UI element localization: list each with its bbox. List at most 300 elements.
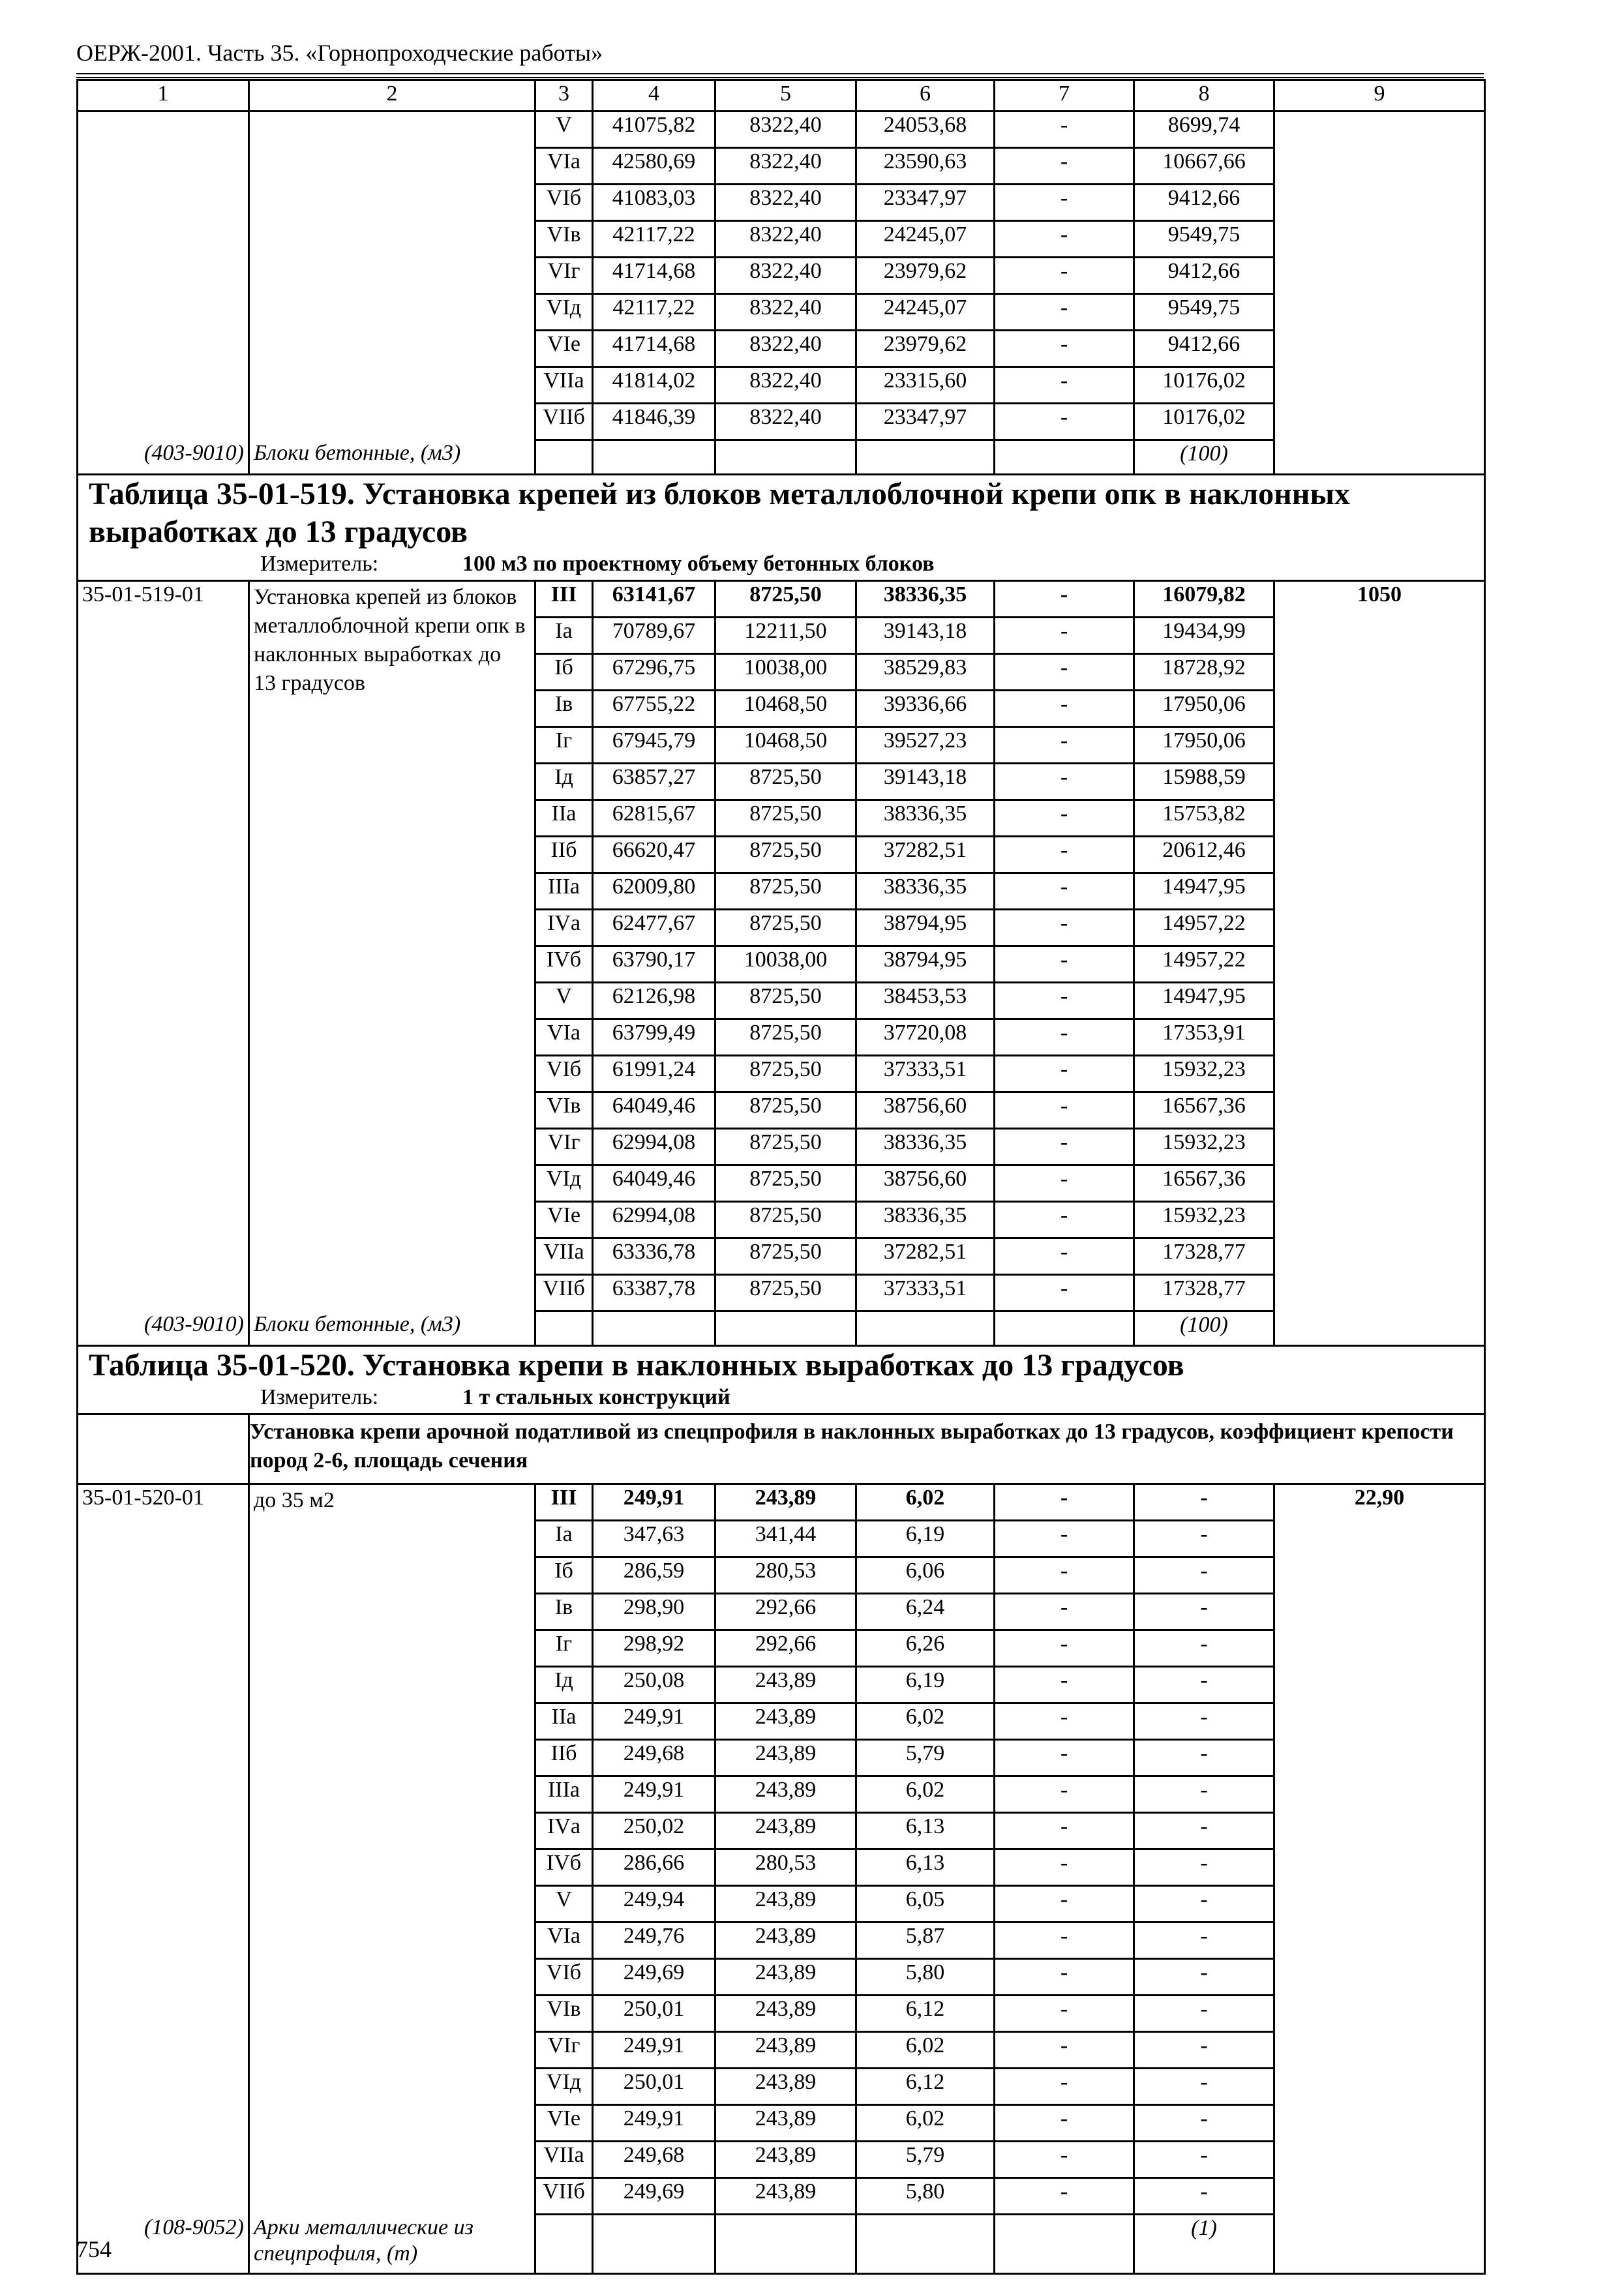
rate-code [78,1594,249,1630]
cell-col-8: 15988,59 [1134,764,1274,800]
cell-col-9 [1274,2105,1485,2142]
table-title-cell [78,475,1485,581]
cell-col-8: - [1134,1521,1274,1557]
cell-col-7: - [995,1667,1134,1703]
cell-col-8: - [1134,1667,1274,1703]
table-title-row [78,1346,1485,1414]
cell-col-5: 243,89 [715,1667,856,1703]
rate-description [249,1959,535,1996]
cell-col-8: 16567,36 [1134,1092,1274,1129]
cell-col-3: IIIа [535,1776,593,1813]
cell-col-9 [1274,1630,1485,1667]
cell-col-5: 243,89 [715,1886,856,1922]
cell-col-9 [1274,1886,1485,1922]
cell-col-6: 6,02 [856,1484,995,1521]
cell-col-9 [1274,294,1485,331]
cell-col-9 [1274,1092,1485,1129]
cell-col-7: - [995,1557,1134,1594]
cell-col-4: 249,94 [593,1886,715,1922]
cell-col-5: 292,66 [715,1594,856,1630]
cell-col-6: 23347,97 [856,185,995,221]
table-row [78,1092,1485,1129]
cell-col-9 [1274,727,1485,764]
column-header: 1 [78,80,249,112]
empty-cell [1274,2215,1485,2274]
cell-col-6: 37720,08 [856,1019,995,1056]
table-row [78,1275,1485,1311]
rate-description [249,2105,535,2142]
resource-row [78,440,1485,475]
cell-col-6: 39527,23 [856,727,995,764]
cell-col-7: - [995,2178,1134,2215]
cell-col-3: IVб [535,946,593,983]
rate-description [249,1092,535,1129]
rate-description [249,1129,535,1165]
cell-col-6: 5,80 [856,1959,995,1996]
cell-col-9 [1274,221,1485,258]
cell-col-3: Iб [535,1557,593,1594]
rate-description [249,1056,535,1092]
cell-col-9 [1274,691,1485,727]
cell-col-5: 8725,50 [715,581,856,618]
cell-col-9 [1274,654,1485,691]
cell-col-6: 6,02 [856,1776,995,1813]
cell-col-6: 6,19 [856,1667,995,1703]
rate-code [78,221,249,258]
rate-description [249,404,535,440]
table-row [78,294,1485,331]
cell-col-9 [1274,2069,1485,2105]
rate-description [249,1667,535,1703]
cell-col-9 [1274,1019,1485,1056]
cell-col-6: 6,24 [856,1594,995,1630]
cell-col-5: 8322,40 [715,185,856,221]
rate-description [249,294,535,331]
cell-col-5: 8322,40 [715,148,856,185]
rate-code [78,1630,249,1667]
cell-col-3: IIа [535,800,593,837]
resource-code: (403-9010) [78,440,249,475]
empty-cell [535,1311,593,1346]
cell-col-6: 38453,53 [856,983,995,1019]
rate-description [249,2032,535,2069]
cell-col-7: - [995,1594,1134,1630]
cell-col-8: 9412,66 [1134,331,1274,367]
table-row [78,581,1485,618]
table-row [78,1886,1485,1922]
cell-col-3: Iв [535,1594,593,1630]
rate-code [78,148,249,185]
cell-col-8: - [1134,1703,1274,1740]
cell-col-7: - [995,618,1134,654]
cell-col-6: 5,87 [856,1922,995,1959]
table-row [78,1740,1485,1776]
cell-col-8: 16567,36 [1134,1165,1274,1202]
cell-col-6: 6,12 [856,2069,995,2105]
cell-col-4: 249,68 [593,1740,715,1776]
cell-col-3: VIе [535,331,593,367]
rate-description [249,1776,535,1813]
cell-col-5: 8725,50 [715,800,856,837]
cell-col-3: VIд [535,2069,593,2105]
cell-col-9 [1274,1557,1485,1594]
cell-col-3: Iд [535,764,593,800]
cell-col-7: - [995,1238,1134,1275]
cell-col-5: 243,89 [715,1996,856,2032]
cell-col-9 [1274,112,1485,148]
cell-col-7: - [995,837,1134,873]
cell-col-8: - [1134,1922,1274,1959]
rate-description-text: до 35 м2 [254,1488,335,1512]
cell-col-4: 249,91 [593,1703,715,1740]
cell-col-4: 298,92 [593,1630,715,1667]
cell-col-5: 10038,00 [715,946,856,983]
cell-col-5: 243,89 [715,1776,856,1813]
cell-col-7: - [995,1959,1134,1996]
cell-col-4: 298,90 [593,1594,715,1630]
rate-description [249,1238,535,1275]
cell-col-7: - [995,367,1134,404]
column-header: 3 [535,80,593,112]
cell-col-3: Iа [535,1521,593,1557]
cell-col-7: - [995,727,1134,764]
rate-code [78,764,249,800]
cell-col-7: - [995,331,1134,367]
table-row [78,2105,1485,2142]
cell-col-6: 39143,18 [856,618,995,654]
table-row [78,983,1485,1019]
header-rule [76,73,1484,74]
table-row [78,331,1485,367]
rate-description [249,331,535,367]
cell-col-8: 15753,82 [1134,800,1274,837]
table-row [78,148,1485,185]
rate-description [249,873,535,910]
cell-col-5: 8322,40 [715,221,856,258]
rate-description [249,1886,535,1922]
cell-col-7: - [995,764,1134,800]
cell-col-8: 8699,74 [1134,112,1274,148]
column-header: 6 [856,80,995,112]
cell-col-4: 63387,78 [593,1275,715,1311]
cell-col-8: - [1134,2178,1274,2215]
rate-description [249,367,535,404]
table-row [78,1776,1485,1813]
cell-col-3: VIIа [535,2142,593,2178]
rate-description [249,1202,535,1238]
table-row [78,2142,1485,2178]
rate-description [249,800,535,837]
rate-code [78,1813,249,1849]
cell-col-6: 39336,66 [856,691,995,727]
cell-col-7: - [995,873,1134,910]
cell-col-7: - [995,946,1134,983]
cell-col-5: 8725,50 [715,1019,856,1056]
cell-col-6: 24245,07 [856,294,995,331]
cell-col-8: - [1134,1630,1274,1667]
rate-code [78,1202,249,1238]
table-row [78,112,1485,148]
subtitle-row [78,1414,1485,1484]
rate-description [249,1922,535,1959]
cell-col-8: 17328,77 [1134,1275,1274,1311]
table-row [78,1959,1485,1996]
cell-col-4: 70789,67 [593,618,715,654]
cell-col-5: 243,89 [715,2142,856,2178]
cell-col-4: 347,63 [593,1521,715,1557]
rate-code [78,1776,249,1813]
rate-description [249,1594,535,1630]
cell-col-3: V [535,1886,593,1922]
cell-col-6: 38794,95 [856,946,995,983]
resource-code: (403-9010) [78,1311,249,1346]
cell-col-5: 243,89 [715,1484,856,1521]
cell-col-4: 67296,75 [593,654,715,691]
cell-col-9 [1274,258,1485,294]
cell-col-7: - [995,1165,1134,1202]
resource-name: Блоки бетонные, (м3) [249,440,535,475]
table-row [78,910,1485,946]
rate-code [78,1703,249,1740]
empty-cell [78,1414,249,1484]
rate-description [249,2069,535,2105]
cell-col-6: 6,05 [856,1886,995,1922]
cell-col-5: 8725,50 [715,1165,856,1202]
cell-col-8: 15932,23 [1134,1129,1274,1165]
cell-col-8: - [1134,1776,1274,1813]
cell-col-4: 286,66 [593,1849,715,1886]
table-row [78,1202,1485,1238]
cell-col-8: - [1134,1557,1274,1594]
table-row [78,367,1485,404]
cell-col-8: 18728,92 [1134,654,1274,691]
cell-col-5: 243,89 [715,1959,856,1996]
cell-col-8: - [1134,2069,1274,2105]
cell-col-6: 6,02 [856,2032,995,2069]
cell-col-9 [1274,910,1485,946]
empty-cell [535,2215,593,2274]
cell-col-4: 250,01 [593,2069,715,2105]
cell-col-7: - [995,1813,1134,1849]
cell-col-5: 8725,50 [715,764,856,800]
cell-col-4: 64049,46 [593,1092,715,1129]
rate-description [249,1165,535,1202]
cell-col-7: - [995,1630,1134,1667]
cell-col-9 [1274,837,1485,873]
cell-col-3: Iг [535,727,593,764]
cell-col-4: 249,91 [593,2032,715,2069]
cell-col-4: 41814,02 [593,367,715,404]
resource-quantity: (100) [1134,440,1274,475]
rate-code [78,983,249,1019]
cell-col-8: 15932,23 [1134,1202,1274,1238]
cell-col-9 [1274,367,1485,404]
resource-name: Арки металлические из спецпрофиля, (т) [249,2215,535,2274]
cell-col-4: 41846,39 [593,404,715,440]
cell-col-6: 38794,95 [856,910,995,946]
table-row [78,1557,1485,1594]
cell-col-7: - [995,1521,1134,1557]
rate-description [249,2178,535,2215]
table-row [78,800,1485,837]
rate-code [78,2032,249,2069]
cell-col-4: 62994,08 [593,1129,715,1165]
table-row [78,1238,1485,1275]
empty-cell [995,440,1134,475]
cell-col-9 [1274,1202,1485,1238]
cell-col-3: IIб [535,837,593,873]
rate-code [78,691,249,727]
table-row [78,2178,1485,2215]
cell-col-6: 38336,35 [856,581,995,618]
cell-col-9 [1274,1594,1485,1630]
cell-col-4: 41714,68 [593,331,715,367]
cell-col-4: 42117,22 [593,221,715,258]
cell-col-9 [1274,148,1485,185]
cell-col-7: - [995,1740,1134,1776]
rate-description-text: Установка крепей из блоков металлоблочной крепи опк в наклонных выработках до 13 градусов [254,585,526,695]
cell-col-3: IIб [535,1740,593,1776]
cell-col-5: 8725,50 [715,983,856,1019]
cell-col-8: - [1134,2142,1274,2178]
cell-col-9 [1274,1056,1485,1092]
cell-col-6: 6,26 [856,1630,995,1667]
table-row [78,1996,1485,2032]
cell-col-6: 24245,07 [856,221,995,258]
meter-line [89,551,1473,577]
cell-col-3: VIе [535,1202,593,1238]
cell-col-4: 250,02 [593,1813,715,1849]
cell-col-5: 280,53 [715,1849,856,1886]
rate-code [78,1019,249,1056]
cell-col-3: IVа [535,1813,593,1849]
cell-col-5: 8322,40 [715,404,856,440]
rate-description [249,148,535,185]
resource-quantity: (1) [1134,2215,1274,2274]
rate-code [78,1849,249,1886]
table-row [78,2069,1485,2105]
column-header-row [78,80,1485,112]
cell-col-7: - [995,1922,1134,1959]
cell-col-3: Iб [535,654,593,691]
cell-col-9 [1274,873,1485,910]
table-title: Таблица 35-01-520. Установка крепи в наклонных выработках до 13 градусов [89,1348,1184,1383]
cell-col-7: - [995,148,1134,185]
rate-code [78,2178,249,2215]
cell-col-5: 243,89 [715,2069,856,2105]
empty-cell [593,440,715,475]
cell-col-4: 286,59 [593,1557,715,1594]
cell-col-6: 23979,62 [856,258,995,294]
cell-col-5: 8322,40 [715,367,856,404]
cell-col-9 [1274,2178,1485,2215]
cell-col-6: 6,02 [856,2105,995,2142]
empty-cell [1274,440,1485,475]
column-header: 2 [249,80,535,112]
rate-description [249,221,535,258]
cell-col-7: - [995,112,1134,148]
meter-value: 1 т стальных конструкций [462,1385,730,1409]
table-row [78,946,1485,983]
cell-col-9 [1274,1922,1485,1959]
rate-code [78,2069,249,2105]
rate-code [78,258,249,294]
cell-col-7: - [995,294,1134,331]
cell-col-4: 249,69 [593,2178,715,2215]
cell-col-4: 41075,82 [593,112,715,148]
empty-cell [1274,1311,1485,1346]
cell-col-5: 243,89 [715,2178,856,2215]
cell-col-9 [1274,185,1485,221]
cell-col-3: Iг [535,1630,593,1667]
rate-code [78,404,249,440]
rate-code [78,2142,249,2178]
cell-col-7: - [995,2032,1134,2069]
table-row [78,873,1485,910]
cell-col-9 [1274,1129,1485,1165]
rate-code [78,1129,249,1165]
table-row [78,837,1485,873]
cell-col-8: - [1134,1484,1274,1521]
cell-col-3: VIг [535,1129,593,1165]
rate-description [249,1484,535,1521]
cell-col-9 [1274,1275,1485,1311]
header-rule-2 [76,77,1484,78]
table-row [78,1129,1485,1165]
column-header: 5 [715,80,856,112]
table-row [78,1056,1485,1092]
cell-col-7: - [995,2105,1134,2142]
cell-col-9 [1274,1165,1485,1202]
cell-col-6: 37282,51 [856,837,995,873]
rate-code [78,1238,249,1275]
cell-col-9 [1274,1740,1485,1776]
cell-col-8: 10667,66 [1134,148,1274,185]
cell-col-9 [1274,1776,1485,1813]
cell-col-4: 42580,69 [593,148,715,185]
cell-col-5: 8725,50 [715,910,856,946]
rate-description [249,1849,535,1886]
rate-description [249,910,535,946]
cell-col-8: 14947,95 [1134,873,1274,910]
rate-code [78,367,249,404]
cell-col-6: 38756,60 [856,1092,995,1129]
rate-code [78,185,249,221]
cell-col-9 [1274,800,1485,837]
rate-code [78,946,249,983]
cell-col-3: VIа [535,1019,593,1056]
resource-quantity: (100) [1134,1311,1274,1346]
cell-col-9 [1274,946,1485,983]
table-row [78,1594,1485,1630]
cell-col-3: VIа [535,1922,593,1959]
cell-col-5: 243,89 [715,2032,856,2069]
rate-code [78,331,249,367]
cell-col-9: 1050 [1274,581,1485,618]
cell-col-4: 66620,47 [593,837,715,873]
cell-col-4: 249,76 [593,1922,715,1959]
cell-col-4: 249,91 [593,1776,715,1813]
cell-col-5: 8725,50 [715,873,856,910]
empty-cell [856,2215,995,2274]
cell-col-3: VIв [535,1092,593,1129]
cell-col-4: 61991,24 [593,1056,715,1092]
cell-col-6: 38336,35 [856,1202,995,1238]
empty-cell [535,440,593,475]
rate-code [78,1056,249,1092]
table-row [78,1019,1485,1056]
cell-col-7: - [995,691,1134,727]
